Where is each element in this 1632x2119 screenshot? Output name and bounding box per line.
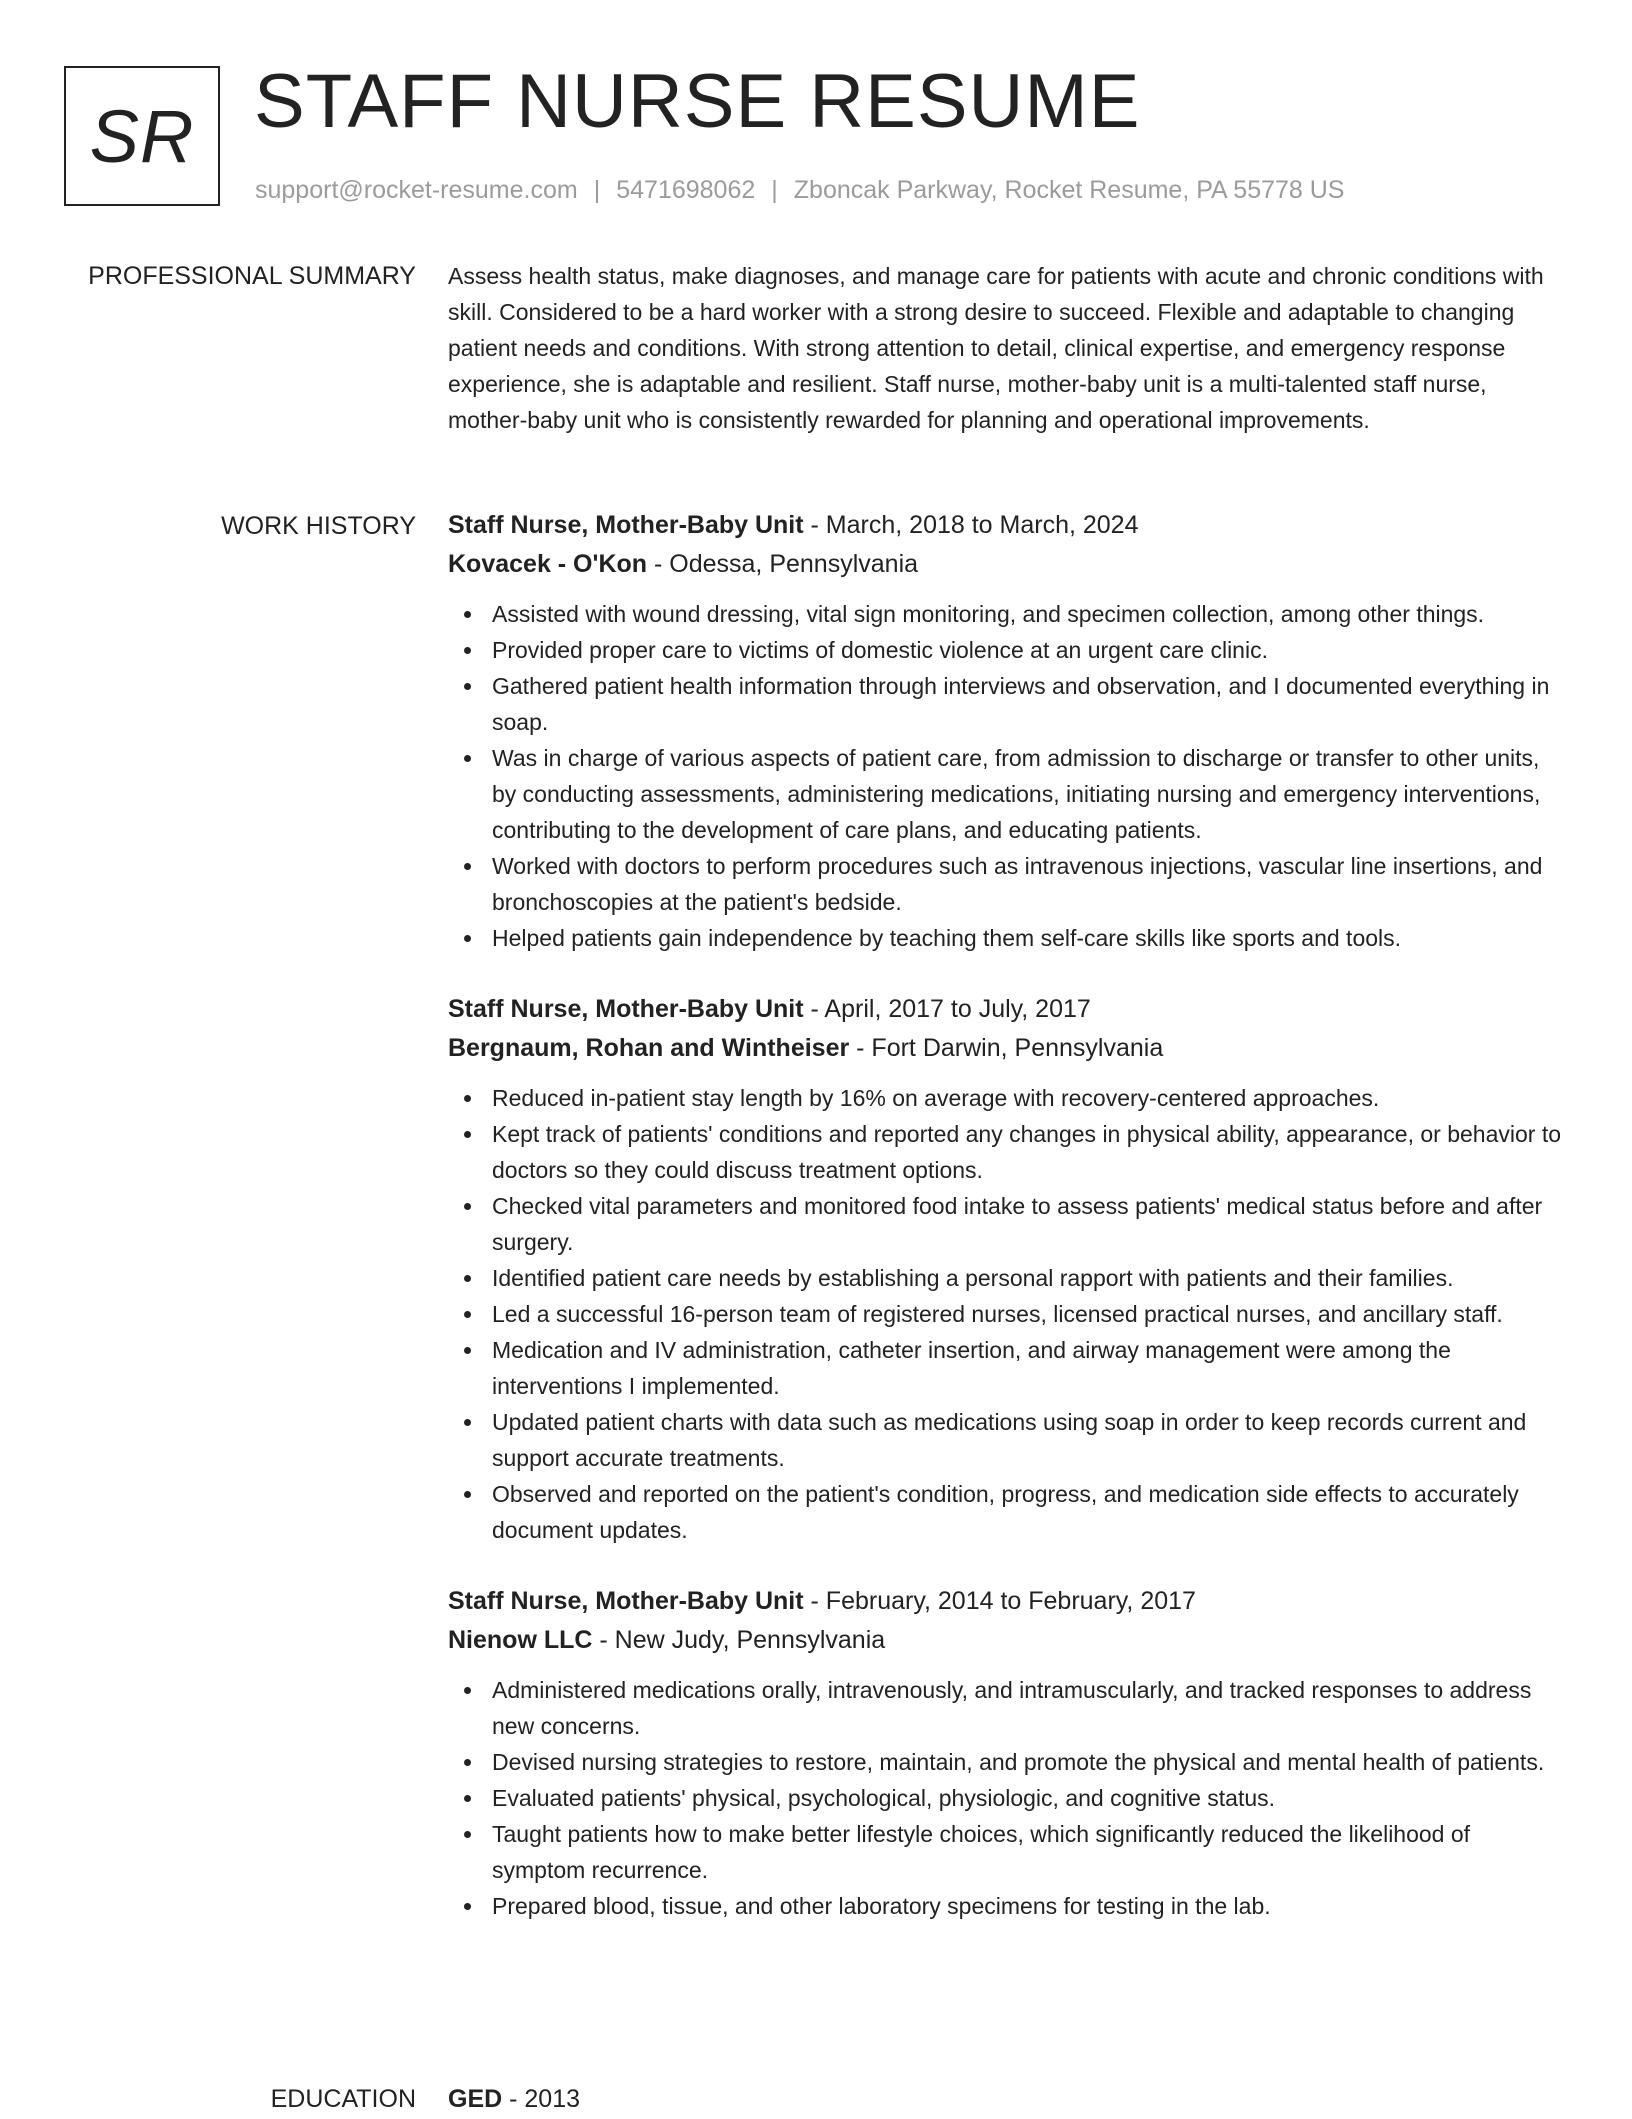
contact-phone: 5471698062 bbox=[616, 176, 756, 204]
education-year: - 2013 bbox=[502, 2085, 581, 2113]
list-item: Identified patient care needs by establishing a personal rapport with patients and their families. bbox=[448, 1260, 1568, 1296]
list-item: Evaluated patients' physical, psychological, physiologic, and cognitive status. bbox=[448, 1780, 1568, 1816]
list-item: Gathered patient health information through interviews and observation, and I documented everything in soap. bbox=[448, 668, 1568, 740]
initials-text: SR bbox=[89, 94, 195, 178]
job-company: Nienow LLC bbox=[448, 1626, 593, 1654]
job-entry bbox=[448, 1582, 1568, 1924]
job-entry bbox=[448, 506, 1568, 956]
list-item: Kept track of patients' conditions and reported any changes in physical ability, appearance, or behavior to doctors so they could discuss treatment options. bbox=[448, 1116, 1568, 1188]
contact-line bbox=[255, 174, 1345, 206]
contact-email: support@rocket-resume.com bbox=[255, 176, 578, 204]
job-company: Kovacek - O'Kon bbox=[448, 550, 648, 578]
work-history-section bbox=[448, 506, 1568, 1958]
section-label-summary: PROFESSIONAL SUMMARY bbox=[88, 262, 416, 290]
job-company-line bbox=[448, 1621, 1568, 1660]
list-item: Observed and reported on the patient's condition, progress, and medication side effects to accurately document updates. bbox=[448, 1476, 1568, 1548]
job-dates: - April, 2017 to July, 2017 bbox=[803, 995, 1091, 1023]
job-entry bbox=[448, 990, 1568, 1548]
job-dates: - March, 2018 to March, 2024 bbox=[803, 511, 1139, 539]
job-bullet-list bbox=[448, 1080, 1568, 1548]
list-item: Was in charge of various aspects of patient care, from admission to discharge or transfer to other units, by conducting assessments, administering medications, initiating nursing and emergency interventions, contributing to the development of care plans, and educating patients. bbox=[448, 740, 1568, 848]
initials-monogram bbox=[64, 66, 220, 206]
list-item: Provided proper care to victims of domestic violence at an urgent care clinic. bbox=[448, 632, 1568, 668]
job-location: - Odessa, Pennsylvania bbox=[647, 550, 919, 578]
list-item: Medication and IV administration, catheter insertion, and airway management were among the interventions I implemented. bbox=[448, 1332, 1568, 1404]
section-label-education: EDUCATION bbox=[270, 2085, 416, 2113]
list-item: Led a successful 16-person team of registered nurses, licensed practical nurses, and ancillary staff. bbox=[448, 1296, 1568, 1332]
education-entry bbox=[448, 2080, 1568, 2119]
job-bullet-list bbox=[448, 1672, 1568, 1924]
education-degree: GED bbox=[448, 2085, 503, 2113]
list-item: Prepared blood, tissue, and other laboratory specimens for testing in the lab. bbox=[448, 1888, 1568, 1924]
job-title-line bbox=[448, 506, 1568, 545]
resume-title: STAFF NURSE RESUME bbox=[254, 59, 1141, 144]
contact-separator: | bbox=[771, 176, 778, 204]
job-dates: - February, 2014 to February, 2017 bbox=[803, 1587, 1196, 1615]
job-list bbox=[448, 506, 1568, 1924]
list-item: Reduced in-patient stay length by 16% on average with recovery-centered approaches. bbox=[448, 1080, 1568, 1116]
list-item: Helped patients gain independence by teaching them self-care skills like sports and tools. bbox=[448, 920, 1568, 956]
list-item: Taught patients how to make better lifestyle choices, which significantly reduced the likelihood of symptom recurrence. bbox=[448, 1816, 1568, 1888]
list-item: Devised nursing strategies to restore, maintain, and promote the physical and mental health of patients. bbox=[448, 1744, 1568, 1780]
contact-address: Zboncak Parkway, Rocket Resume, PA 55778 US bbox=[793, 176, 1345, 204]
list-item: Worked with doctors to perform procedures such as intravenous injections, vascular line insertions, and bronchoscopies at the patient's bedside. bbox=[448, 848, 1568, 920]
contact-separator: | bbox=[593, 176, 601, 204]
job-title-line bbox=[448, 990, 1568, 1029]
summary-section bbox=[448, 258, 1568, 438]
job-title: Staff Nurse, Mother-Baby Unit bbox=[448, 1587, 804, 1615]
job-location: - Fort Darwin, Pennsylvania bbox=[849, 1034, 1164, 1062]
education-section bbox=[448, 2080, 1568, 2119]
list-item: Administered medications orally, intravenously, and intramuscularly, and tracked responses to address new concerns. bbox=[448, 1672, 1568, 1744]
job-company-line bbox=[448, 545, 1568, 584]
job-company: Bergnaum, Rohan and Wintheiser bbox=[448, 1034, 850, 1062]
summary-text: Assess health status, make diagnoses, and manage care for patients with acute and chronic conditions with skill. Considered to be a hard worker with a strong desire to succeed. Flexible and adaptable to changing patient needs and conditions. With strong attention to detail, clinical expertise, and emergency response experience, she is adaptable and resilient. Staff nurse, mother-baby unit is a multi-talented staff nurse, mother-baby unit who is consistently rewarded for planning and operational improvements. bbox=[448, 263, 1544, 433]
job-company-line bbox=[448, 1029, 1568, 1068]
list-item: Assisted with wound dressing, vital sign monitoring, and specimen collection, among other things. bbox=[448, 596, 1568, 632]
job-location: - New Judy, Pennsylvania bbox=[592, 1626, 886, 1654]
section-label-work-history: WORK HISTORY bbox=[221, 512, 416, 540]
job-title: Staff Nurse, Mother-Baby Unit bbox=[448, 995, 804, 1023]
list-item: Checked vital parameters and monitored food intake to assess patients' medical status before and after surgery. bbox=[448, 1188, 1568, 1260]
list-item: Updated patient charts with data such as medications using soap in order to keep records current and support accurate treatments. bbox=[448, 1404, 1568, 1476]
job-bullet-list bbox=[448, 596, 1568, 956]
job-title: Staff Nurse, Mother-Baby Unit bbox=[448, 511, 804, 539]
job-title-line bbox=[448, 1582, 1568, 1621]
